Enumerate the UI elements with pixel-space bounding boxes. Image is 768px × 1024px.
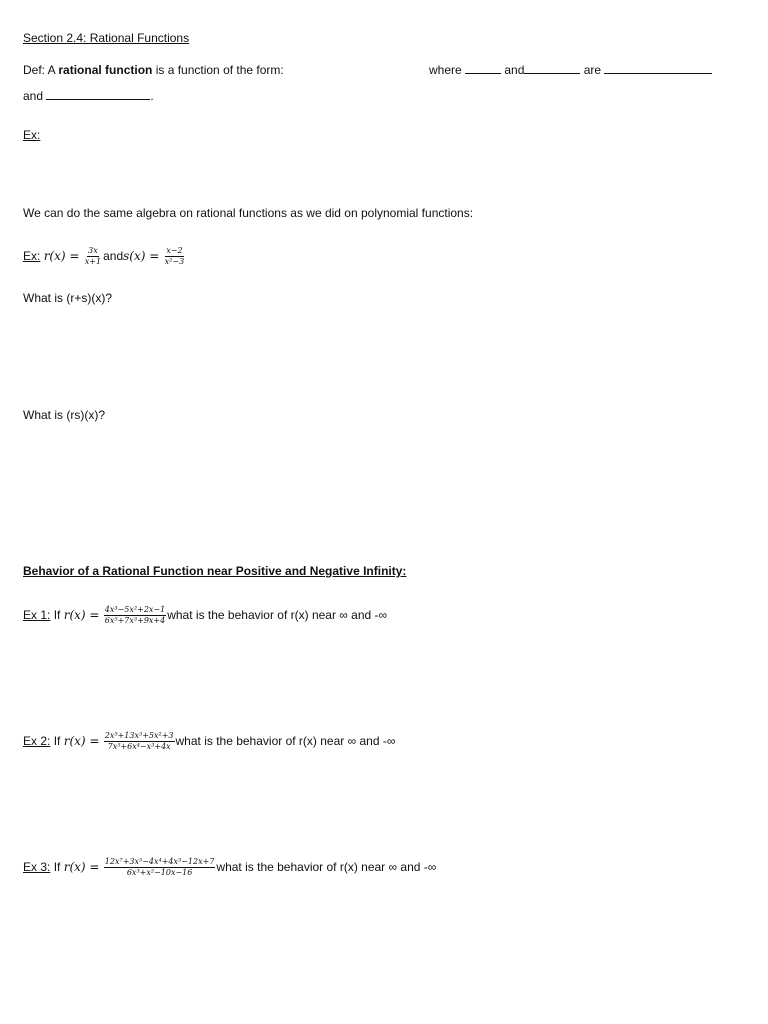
- example-1: Ex 1: If r(x) = $\frac{\text{4x³−5x²+2x−1}}{\text{6x⁵+7x³+9x+4}}$ what is the behavior of r(x) near ∞ and -∞: [23, 605, 388, 626]
- question-product: What is (rs)(x)?: [23, 408, 105, 422]
- blank: [524, 62, 580, 74]
- algebra-note: We can do the same algebra on rational functions as we did on polynomial functions:: [23, 206, 474, 220]
- definition-continuation: and .: [23, 89, 154, 103]
- fraction-r: $\frac{3x}{x+1}$: [84, 246, 102, 267]
- example-3: Ex 3: If r(x) = $\frac{\text{12x⁷+3x⁵−4x⁴+4x³−12x+7}}{\text{6x³+x²−10x−16}}$ what is the behavior of r(x) near ∞ and -∞: [23, 857, 437, 878]
- ex-functions: Ex: r(x) = $\frac{3x}{x+1}$ ands(x) = $\frac{x-2}{\text{x²−3}}$: [23, 246, 185, 267]
- fraction-ex2: $\frac{\text{2x⁵+13x³+5x²+3}}{\text{7x⁵+6x⁴−x³+4x}}$: [104, 731, 174, 752]
- blank: [46, 88, 150, 100]
- fraction-s: $\frac{x-2}{\text{x²−3}}$: [164, 246, 185, 267]
- fraction-ex1: $\frac{\text{4x³−5x²+2x−1}}{\text{6x⁵+7x³+9x+4}}$: [104, 605, 166, 626]
- definition-line: Def: A rational function is a function of the form:: [23, 63, 284, 77]
- section-title: Section 2.4: Rational Functions: [23, 31, 190, 45]
- behavior-heading: Behavior of a Rational Function near Positive and Negative Infinity:: [23, 564, 407, 578]
- fraction-ex3: $\frac{\text{12x⁷+3x⁵−4x⁴+4x³−12x+7}}{\text{6x³+x²−10x−16}}$: [104, 857, 215, 878]
- blank: [465, 62, 501, 74]
- question-sum: What is (r+s)(x)?: [23, 291, 113, 305]
- ex-label: Ex:: [23, 128, 41, 142]
- definition-blanks: where and are: [429, 62, 712, 78]
- blank: [604, 62, 712, 74]
- example-2: Ex 2: If r(x) = $\frac{\text{2x⁵+13x³+5x²+3}}{\text{7x⁵+6x⁴−x³+4x}}$ what is the behavior of r(x) near ∞ and -∞: [23, 731, 396, 752]
- definition-term: rational function: [58, 63, 153, 77]
